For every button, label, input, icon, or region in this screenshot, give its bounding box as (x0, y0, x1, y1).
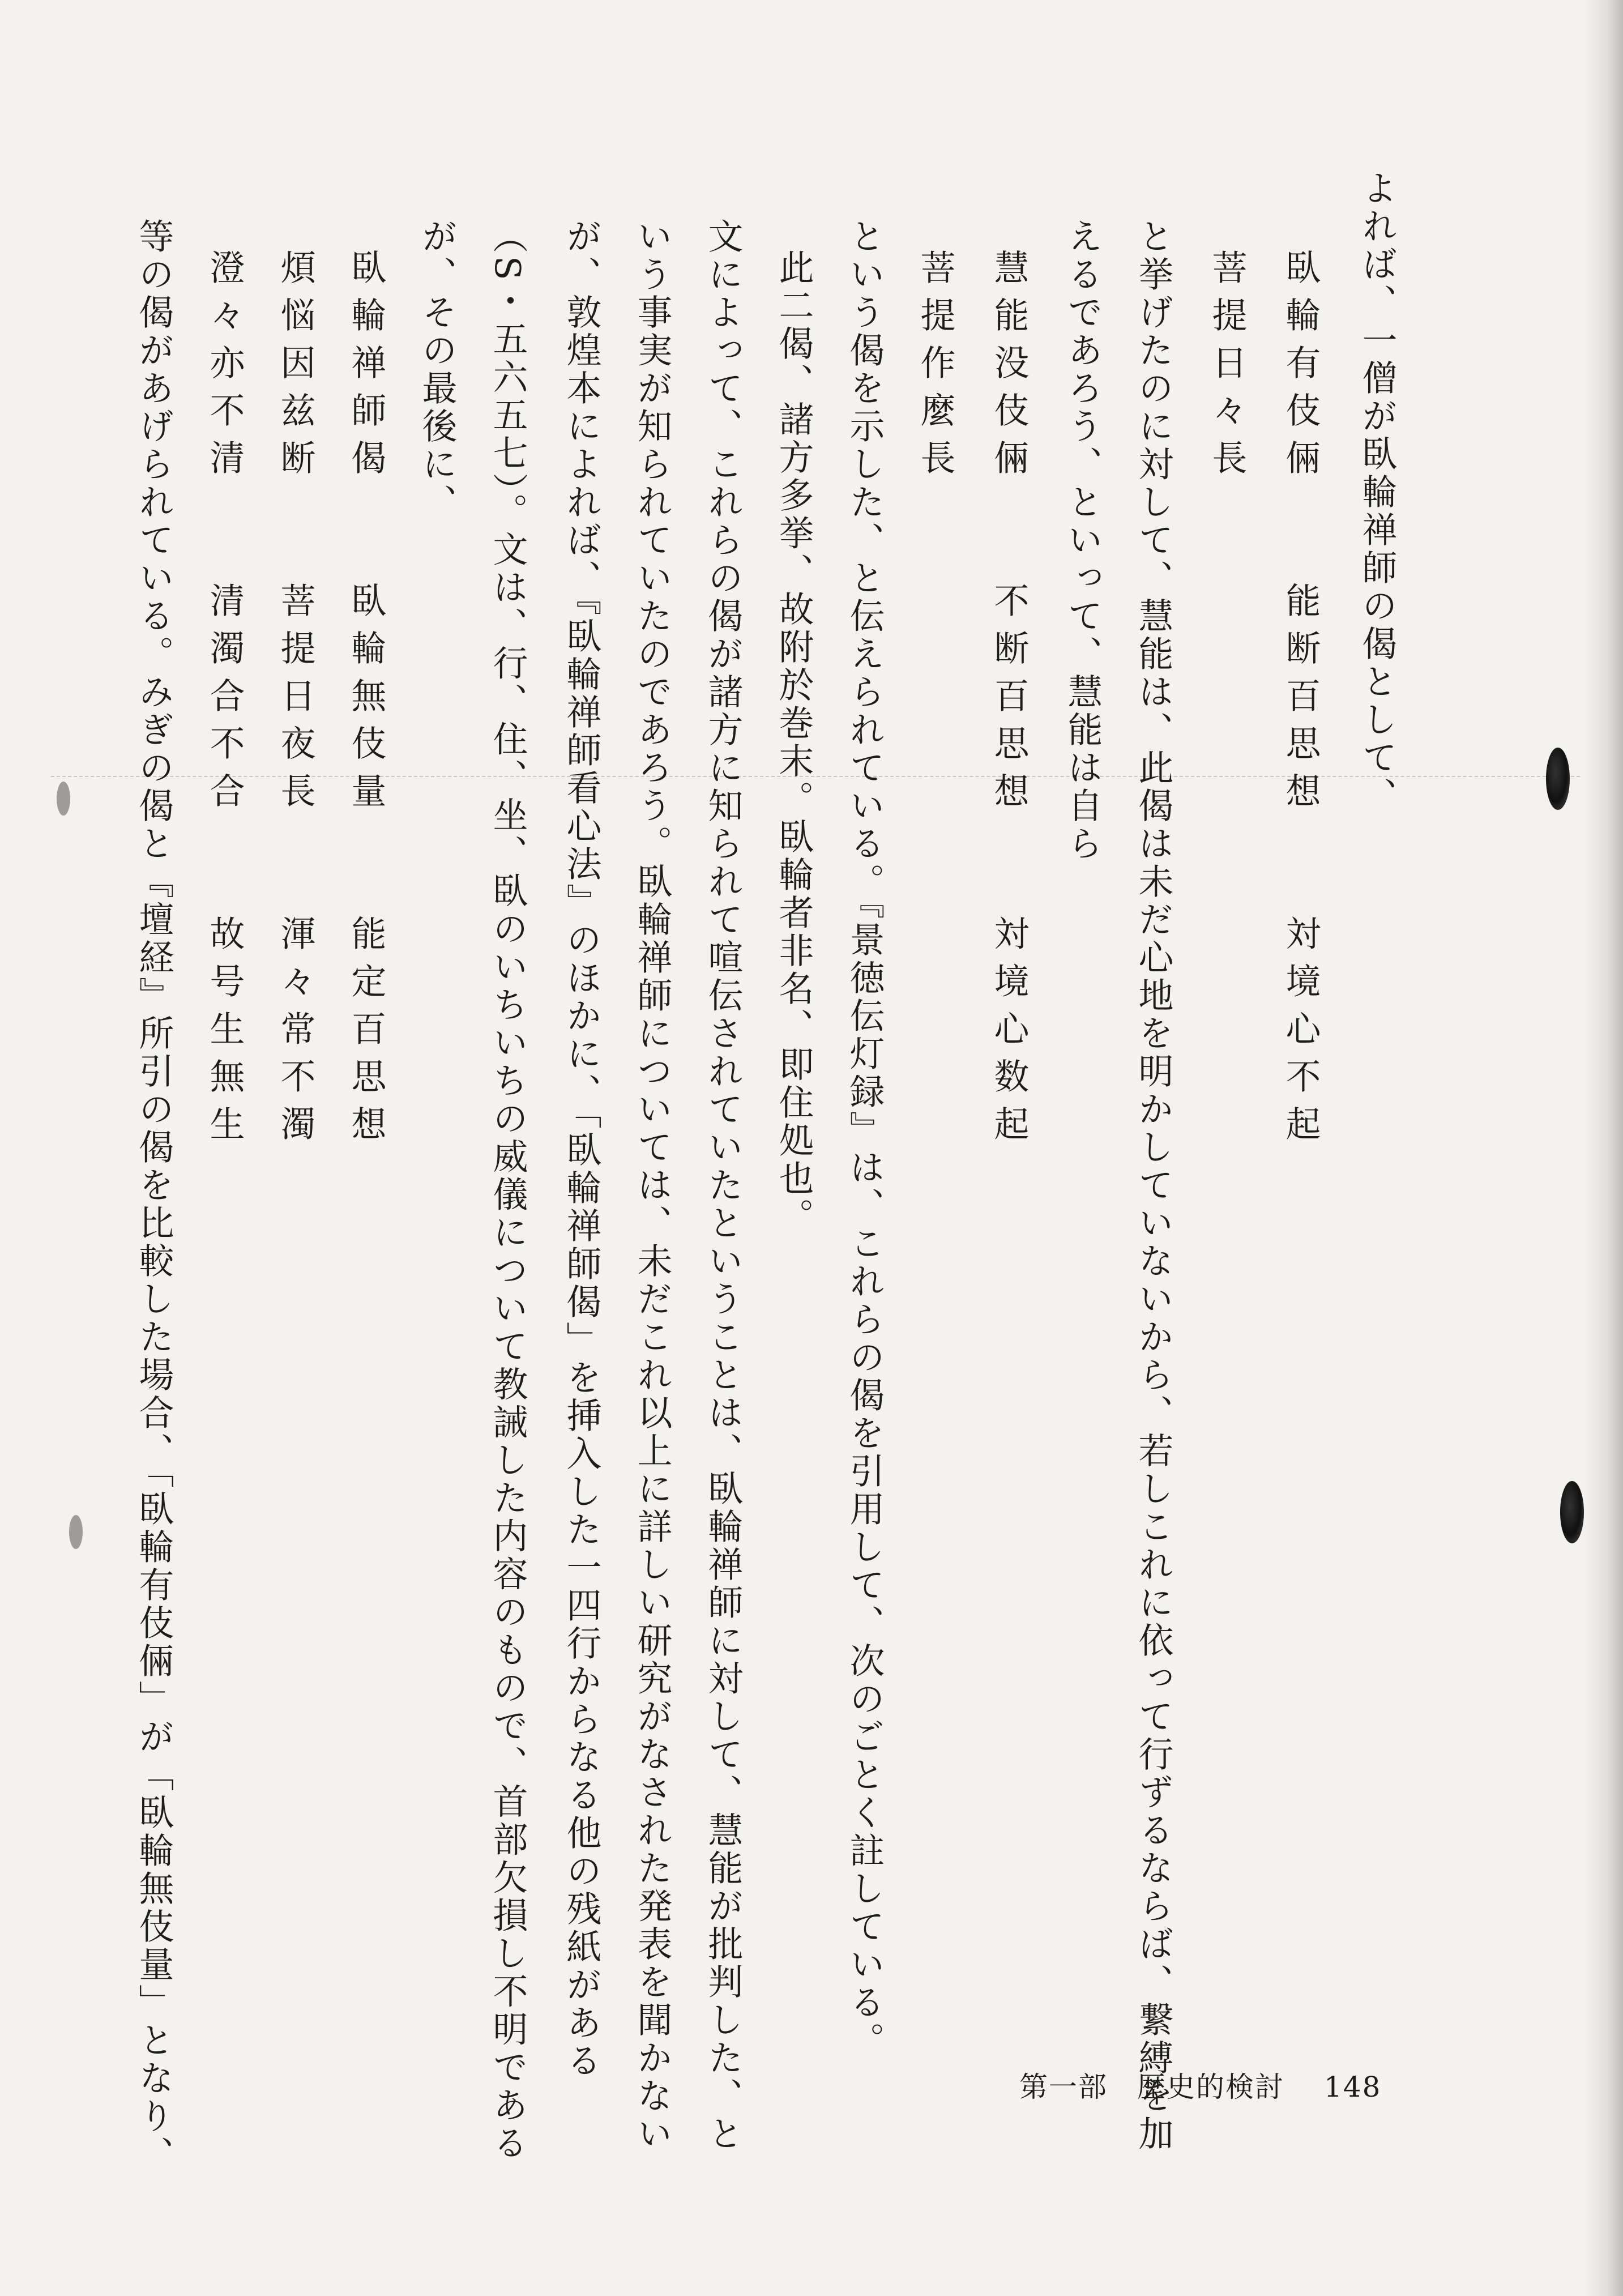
binding-hole (1546, 748, 1570, 810)
quotation-line: 此二偈、諸方多挙、故附於巻末。臥輪者非名、即住処也。 (773, 249, 814, 1236)
binding-hole-mark (57, 782, 70, 816)
verse-line-5: 臥輪禅師偈 臥輪無伎量 能定百思想 (345, 249, 387, 1153)
binding-hole-mark (69, 1515, 83, 1549)
verse-line-4: 菩提作麼長 (915, 249, 956, 487)
text-column-8: （S・五六五七）。文は、行、住、坐、臥のいちいちの威儀について教誡した内容のもので、首部欠損し不明である (487, 218, 528, 2163)
verse-line-3: 慧能没伎倆 不断百思想 対境心数起 (988, 249, 1030, 1153)
binding-hole (1560, 1481, 1584, 1543)
text-column-3: えるであろう、といって、慧能は自ら (1062, 218, 1103, 863)
section-title: 第一部 歴史的検討 (1019, 2071, 1284, 2103)
text-column-9: が、その最後に、 (416, 218, 458, 522)
text-column-7: が、敦煌本によれば、『臥輪禅師看心法』のほかに、「臥輪禅師偈」を挿入した一四行からなる他の残紙がある (561, 218, 602, 2080)
text-column-1: よれば、一僧が臥輪禅師の偈として、 (1356, 170, 1398, 815)
text-column-6: いう事実が知られていたのであろう。臥輪禅師については、未だこれ以上に詳しい研究がなされた発表を聞かない (631, 218, 673, 2153)
page-number: 148 (1324, 2071, 1382, 2103)
text-column-10: 等の偈があげられている。みぎの偈と『壇経』所引の偈を比較した場合、「臥輪有伎倆」が「臥輪無伎量」となり、 (133, 218, 174, 2174)
verse-line-6: 煩悩因兹断 菩提日夜長 渾々常不濁 (275, 249, 316, 1153)
verse-line-1: 臥輪有伎倆 能断百思想 対境心不起 (1280, 249, 1321, 1153)
page-edge-shadow (1583, 0, 1623, 2296)
page-footer (1019, 2064, 1381, 2105)
text-column-5: 文によって、これらの偈が諸方に知られて喧伝されていたということは、臥輪禅師に対して、慧能が批判した、と (702, 218, 744, 2153)
text-column-2: と挙げたのに対して、慧能は、此偈は未だ心地を明かしていないから、若しこれに依って行ずるならば、繋縛を加 (1133, 218, 1174, 2153)
text-column-4: という偈を示した、と伝えられている。『景徳伝灯録』は、これらの偈を引用して、次のごとく註している。 (844, 218, 885, 2060)
verse-line-7: 澄々亦不清 清濁合不合 故号生無生 (204, 249, 245, 1153)
verse-line-2: 菩提日々長 (1206, 249, 1248, 487)
